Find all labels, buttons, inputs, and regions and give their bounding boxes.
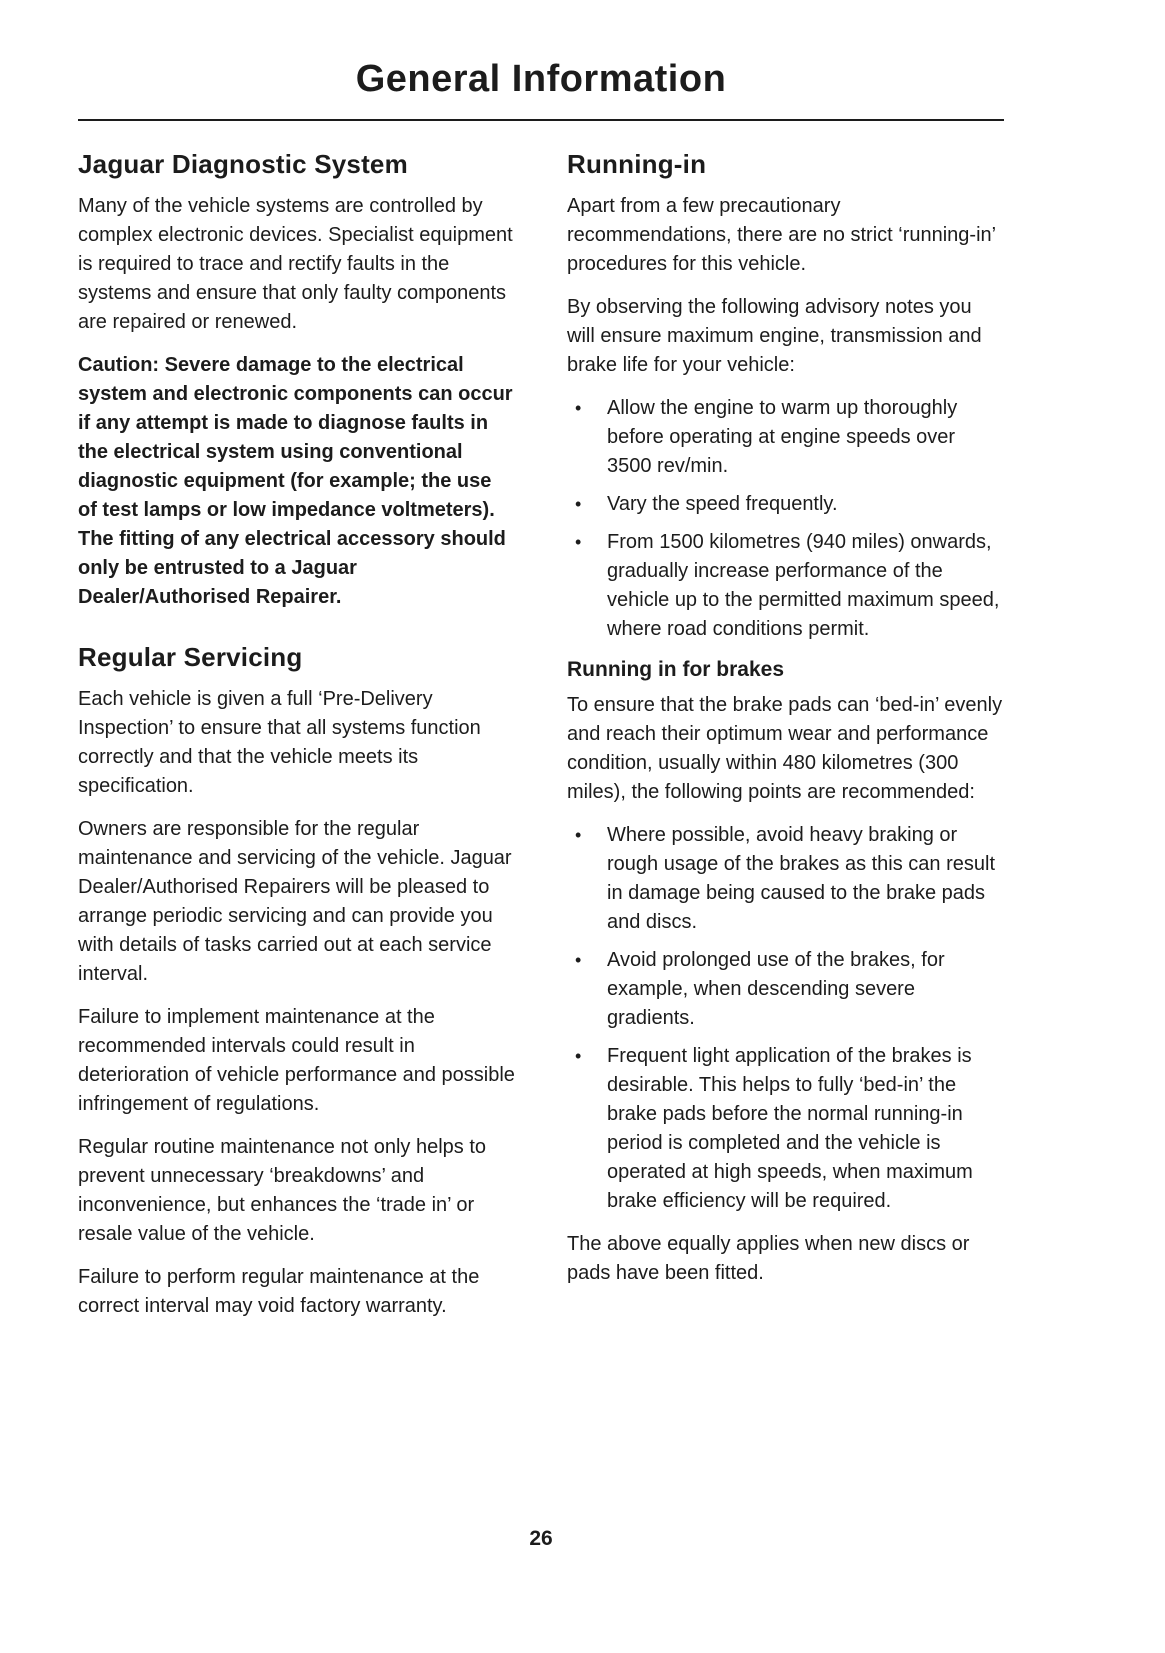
servicing-paragraph-3: Failure to implement maintenance at the recommended intervals could result in deterioration of vehicle performance and possible infringement of regulations.	[78, 1006, 515, 1115]
bullet-icon: •	[575, 494, 582, 514]
title-divider	[78, 119, 1004, 121]
bullet-icon: •	[575, 398, 582, 418]
servicing-paragraph-5: Failure to perform regular maintenance at the correct interval may void factory warranty.	[78, 1266, 480, 1317]
brakes-bullet-list	[567, 821, 1004, 1216]
heading-running-in: Running-in	[567, 149, 707, 179]
list-item	[567, 490, 1004, 519]
heading-running-in-for-brakes: Running in for brakes	[567, 658, 785, 681]
list-item	[567, 394, 1004, 481]
bullet-text: Frequent light application of the brakes is desirable. This helps to fully ‘bed-in’ the brake pads before the normal running-in period is completed and the vehicle is operated at high speeds, when maximum brake efficiency will be required.	[607, 1045, 973, 1212]
caution-paragraph: Caution: Severe damage to the electrical system and electronic components can occur if any attempt is made to diagnose faults in the electrical system using conventional diagnostic equipment (for example; the use of test lamps or low impedance voltmeters). The fitting of any electrical accessory should only be entrusted to a Jaguar Dealer/Authorised Repairer.	[78, 354, 513, 608]
bullet-icon: •	[575, 950, 582, 970]
list-item	[567, 1042, 1004, 1216]
bullet-text: From 1500 kilometres (940 miles) onwards, gradually increase performance of the vehicle up to the permitted maximum speed, where road conditions permit.	[607, 531, 1000, 640]
list-item	[567, 821, 1004, 937]
bullet-text: Vary the speed frequently.	[607, 493, 838, 515]
diagnostic-paragraph: Many of the vehicle systems are controlled by complex electronic devices. Specialist equipment is required to trace and rectify faults in the systems and ensure that only faulty components are repaired or renewed.	[78, 195, 513, 333]
page-title: General Information	[355, 58, 727, 100]
servicing-paragraph-2: Owners are responsible for the regular maintenance and servicing of the vehicle. Jaguar Dealer/Authorised Repairers will be pleased to arrange periodic servicing and can provide you with details of tasks carried out at each service interval.	[78, 818, 512, 985]
bullet-text: Where possible, avoid heavy braking or rough usage of the brakes as this can result in damage being caused to the brake pads and discs.	[607, 824, 996, 933]
servicing-paragraph-4: Regular routine maintenance not only helps to prevent unnecessary ‘breakdowns’ and inconvenience, but enhances the ‘trade in’ or resale value of the vehicle.	[78, 1136, 487, 1245]
list-item	[567, 946, 1004, 1033]
bullet-icon: •	[575, 1046, 582, 1066]
bullet-text: Avoid prolonged use of the brakes, for example, when descending severe gradients.	[607, 949, 945, 1029]
servicing-paragraph-1: Each vehicle is given a full ‘Pre-Delivery Inspection’ to ensure that all systems function correctly and that the vehicle meets its specification.	[78, 688, 481, 797]
bullet-icon: •	[575, 532, 582, 552]
left-column	[78, 149, 515, 1335]
list-item	[567, 528, 1004, 644]
bullet-icon: •	[575, 825, 582, 845]
brakes-paragraph-2: The above equally applies when new discs or pads have been fitted.	[567, 1233, 970, 1284]
heading-jaguar-diagnostic-system: Jaguar Diagnostic System	[78, 149, 408, 179]
page-footer	[78, 1527, 1004, 1551]
running-in-paragraph-1: Apart from a few precautionary recommendations, there are no strict ‘running-in’ procedures for this vehicle.	[567, 195, 996, 275]
bullet-text: Allow the engine to warm up thoroughly before operating at engine speeds over 3500 rev/min.	[607, 397, 958, 477]
running-in-paragraph-2: By observing the following advisory notes you will ensure maximum engine, transmission and brake life for your vehicle:	[567, 296, 982, 376]
page-content	[78, 58, 1004, 1335]
right-column	[567, 149, 1004, 1335]
two-column-layout	[78, 149, 1004, 1335]
brakes-paragraph-1: To ensure that the brake pads can ‘bed-in’ evenly and reach their optimum wear and performance condition, usually within 480 kilometres (300 miles), the following points are recommended:	[567, 694, 1003, 803]
running-in-bullet-list	[567, 394, 1004, 644]
page-number: 26	[529, 1527, 553, 1550]
heading-regular-servicing: Regular Servicing	[78, 642, 303, 672]
